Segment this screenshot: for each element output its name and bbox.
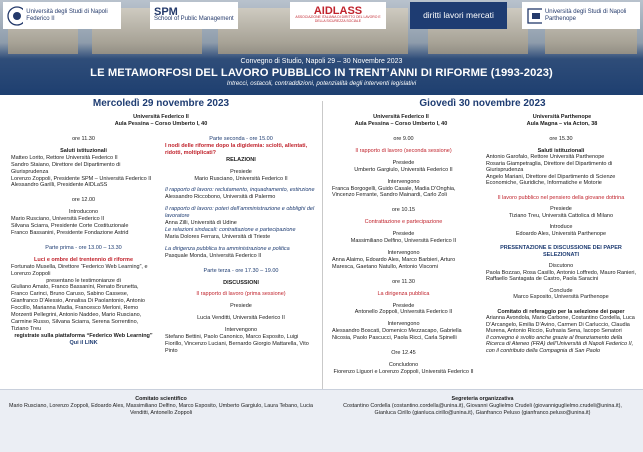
program-line: Fortunato Musella, Direttore “Federico Web Learning”, e Lorenzo Zoppoli <box>11 263 148 277</box>
spacer <box>486 187 636 195</box>
program-line: Antonello Zoppoli, Università Federico II <box>354 309 453 316</box>
program-line: ore 11.30 <box>392 278 415 285</box>
program-line: ore 9.00 <box>393 136 414 142</box>
program-line: La dirigenza pubblica <box>377 290 430 297</box>
secretariat-contacts-2[interactable]: Gianluca Cirillo (gianluca.cirillo@unina.it), Gianfranco Peluso (gianfranco.peluso@unina.it) <box>374 410 591 416</box>
program-line: Il rapporto di lavoro: reclutamento, inquadramento, estinzione <box>165 187 315 194</box>
event-title: LE METAMORFOSI DEL LAVORO PUBBLICO IN TRENT’ANNI DI RIFORME (1993-2023) <box>90 67 553 79</box>
program-line: Anna Zilli, Università di Udine <box>165 220 237 227</box>
logo-strip <box>0 0 643 31</box>
unina-logo-text: Università degli Studi di Napoli Federico II <box>26 8 108 22</box>
program-line: Comitato di referaggio per la selezione dei paper <box>497 308 625 315</box>
program-line: Saluti istituzionali <box>60 147 107 154</box>
program-line: Intervengono <box>387 321 420 328</box>
program-line: Umberto Gargiulo, Università Federico II <box>354 166 453 173</box>
program-line: Il rapporto di lavoro (prima sessione) <box>196 291 286 298</box>
program-line: Alessandro Riccobono, Università di Palermo <box>165 194 276 201</box>
program-line: Edoardo Ales, Università Parthenope <box>515 230 607 237</box>
program-line: Il rapporto di lavoro (seconda sessione) <box>355 147 452 154</box>
program-line: Giuliano Amato, Franco Bassanini, Renato Brunetta, Franco Carinci, Bruno Caruso, Sabino Cassese, Gianfranco D’Alessio, Annalisa Di Paolantonio, Antonio Foccillo, Marianna Madia, Francesco Merloni, Remo Morzenti Pellegrini, Antonio Naddeo, Mario Rusciano, Carmine Russo, Silvana Sciarra, Serena Sorrentino, Tiziano Treu <box>11 284 145 332</box>
program-line: Arianna Avondola, Mario Carbone, Costantino Cordella, Luca D’Arcangelo, Emilia D’Avino, Carmen Di Carluccio, Claudia Murena, Antonio Riccio, Eufrasia Sena, Iacopo Senatori <box>486 315 635 334</box>
program-line: Intervengono <box>387 178 420 185</box>
program-line[interactable]: Qui il LINK <box>69 339 98 346</box>
program-line: Stefano Bettini, Paolo Canonico, Marco Esposito, Luigi Fiorillo, Vincenzo Luciani, Bernardo Giorgio Mattarella, Vito Pinto <box>165 334 309 354</box>
program-line: Concludono <box>388 361 419 368</box>
aidlass-logo-text: ASSOCIAZIONE ITALIANA DI DIRITTO DEL LAVORO E DELLA SICUREZZA SOCIALE <box>295 15 381 23</box>
day2-right-venue <box>484 114 640 128</box>
day1-venue-address: Aula Pessina – Corso Umberto I, 40 <box>114 121 208 127</box>
program-line: Franca Borgogelli, Guido Casale, Madia D’Onghia, Vincenzo Ferrante, Sandro Mainardi, Carlo Zoli <box>332 185 456 199</box>
event-subtitle: Convegno di Studio, Napoli 29 – 30 Novembre 2023 <box>240 58 403 65</box>
spacer <box>332 271 475 279</box>
aidlass-logo-mark: AIDLASS <box>313 5 363 17</box>
program-line: Presiede <box>230 168 252 175</box>
program-line: RELAZIONI <box>226 156 256 163</box>
footer <box>0 389 643 452</box>
program-line: Angelo Mariani, Direttore del Dipartimento di Scienze Economiche, Giuridiche, Informatiche e Motorie <box>486 173 616 186</box>
day2-morning-column <box>332 136 475 376</box>
program-line: presentano le testimonianze di <box>46 277 121 284</box>
program-line: Il lavoro pubblico nel pensiero della giovane dottrina <box>497 194 625 201</box>
program-line: Introducono <box>68 209 99 216</box>
spacer <box>486 301 636 309</box>
program-line: Presiede <box>550 206 572 212</box>
day2-afternoon-column <box>486 136 636 354</box>
aidlass-logo <box>290 2 386 29</box>
program-line: Presiede <box>392 302 415 309</box>
spacer <box>332 342 475 350</box>
day1-venue <box>0 114 322 128</box>
program-line: registrate sulla piattaforma “Federico Web Learning” <box>14 332 153 339</box>
program-line: Matteo Lorito, Rettore Università Federico II <box>11 154 118 161</box>
program-line: Paola Bozzao, Rosa Casillo, Antonio Loffredo, Mauro Ranieri, Raffaello Santagata de Castro, Paola Saracini <box>486 269 637 282</box>
program-line: Tiziano Treu, Università Cattolica di Milano <box>508 212 614 219</box>
unina-logo <box>3 2 121 29</box>
seal-icon <box>7 6 23 26</box>
program-line: Presiede <box>392 231 415 238</box>
program-line: Antonio Garofalo, Rettore Università Parthenope <box>486 154 605 160</box>
program-line: Intervengono <box>224 327 258 334</box>
sci-committee-members: Mario Rusciano, Lorenzo Zoppoli, Edoardo Ales, Massimiliano Delfino, Marco Esposito, Umberto Gargiulo, Laura Tebano, Lucia Venditti, Antonello Zoppoli <box>8 403 314 416</box>
day2-right-venue-address: Aula Magna – via Acton, 38 <box>526 121 598 127</box>
program-line: ore 10.15 <box>391 207 416 214</box>
program-line: Maria Dolores Ferrara, Università di Trieste <box>165 233 271 240</box>
program-line: Mario Rusciano, Università Federico II <box>194 175 288 182</box>
program-line: ore 11.30 <box>72 136 95 142</box>
program-line: Il rapporto di lavoro: poteri dell’amministrazione e obblighi del lavoratore <box>165 206 315 220</box>
program-line: Le relazioni sindacali: contrattazione e partecipazione <box>165 226 296 233</box>
dlm-logo <box>410 2 507 29</box>
program-line: La dirigenza pubblica tra amministrazione e politica <box>165 245 290 252</box>
program-line: Presiede <box>392 159 415 166</box>
program-line: Il convegno è svolto anche grazie al finanziamento della Ricerca di Ateneo (FRA) dell’Università di Napoli Federico II, con il contributo della Compagnia di San Paolo <box>486 334 634 354</box>
day2-right-venue-name: Università Parthenope <box>532 114 592 120</box>
column-divider <box>322 101 323 389</box>
program-line: Intervengono <box>387 249 420 256</box>
program-line: ore 12.00 <box>71 197 96 204</box>
organizing-secretariat <box>322 396 643 417</box>
program-line: Saluti istituzionali <box>537 147 585 154</box>
day2-left-venue-address: Aula Pessina – Corso Umberto I, 40 <box>354 121 448 127</box>
program-line: DISCUSSIONI <box>223 279 259 286</box>
program-line: Parte seconda - ore 15.00 <box>209 136 273 142</box>
spacer <box>11 189 156 197</box>
spm-logo <box>150 2 238 29</box>
day2-left-venue-name: Università Federico II <box>373 114 429 120</box>
day2-heading: Giovedì 30 novembre 2023 <box>419 98 546 109</box>
event-tagline: Intrecci, ostacoli, contraddizioni, potenzialità degli interventi legislativi <box>226 80 417 87</box>
program-line: Introduce <box>549 224 573 230</box>
header-banner <box>0 0 643 95</box>
day1-venue-name: Università Federico II <box>133 114 189 120</box>
parthenope-icon <box>526 6 542 26</box>
day1-morning-column <box>11 136 156 347</box>
spm-logo-text: School of Public Management <box>154 15 234 22</box>
spm-logo-mark: SPM <box>154 5 178 18</box>
program-line: ore 15.30 <box>549 136 573 142</box>
program-line: Contrattazione e partecipazione <box>364 219 443 226</box>
program-line: Massimiliano Delfino, Università Federico II <box>350 238 457 245</box>
program-line: Luci e ombre del trentennio di riforme <box>33 256 133 263</box>
program-line: Lorenzo Zoppoli, Presidente SPM – Università Federico II <box>11 175 152 182</box>
program-line: I nodi delle riforme dopo la digidemia: scioltì, allentati, ridotti, moltiplicati? <box>165 142 308 156</box>
program-line: Presiede <box>230 303 252 310</box>
day1-afternoon-column <box>165 136 317 355</box>
program-line: Fiorenzo Liguori e Lorenzo Zoppoli, Università Federico II <box>333 368 474 375</box>
scientific-committee <box>0 396 322 417</box>
program-line: Rosaria Giampetraglia, Direttore del Dipartimento di Giurisprudenza <box>486 160 613 173</box>
sci-committee-title: Comitato scientifico <box>135 396 187 402</box>
program-line: Pasquale Monda, Università Federico II <box>165 252 262 259</box>
program-line: Lucia Venditti, Università Federico II <box>197 315 285 322</box>
parthenope-logo <box>522 2 640 29</box>
secretariat-title: Segreteria organizzativa <box>451 396 514 402</box>
secretariat-contacts-1[interactable]: Costantino Cordella (costantino.cordella@unina.it), Giovanni Guglielmo Crudeli (giovanniguglielmo.crudeli@unina.it), <box>343 403 622 409</box>
dlm-logo-text: diritti lavori mercati <box>423 10 494 20</box>
program-line: Discutono <box>548 263 574 269</box>
program-line: Sandro Staiano, Direttore del Dipartimento di Giurisprudenza <box>11 161 121 175</box>
spacer <box>486 237 636 245</box>
program-line: Franco Bassanini, Presidente Fondazione Astrid <box>11 229 129 236</box>
program-line: Ore 12.45 <box>391 350 416 357</box>
parthenope-logo-text: Università degli Studi di Napoli Parthenope <box>544 8 627 22</box>
program-line: Marco Esposito, Università Parthenope <box>513 294 609 300</box>
day2-left-venue <box>326 114 476 128</box>
program-line: Anna Alaimo, Edoardo Ales, Marco Barbieri, Arturo Maresca, Gaetano Natullo, Antonio Viscomi <box>332 256 456 270</box>
program-line: Alessandro Garilli, Presidente AIDLaSS <box>11 182 108 189</box>
day1-heading: Mercoledì 29 novembre 2023 <box>92 98 230 109</box>
program-line: Conclude <box>549 287 573 294</box>
spacer <box>165 260 317 268</box>
spacer <box>332 199 475 207</box>
program-line: Alessandro Boscati, Domenico Mezzacapo, Gabriella Nicosia, Paolo Pascucci, Paola Ricci, Carla Spinelli <box>332 328 462 342</box>
program-line: Parte terza - ore 17.30 – 19.00 <box>203 267 279 274</box>
program-line: PRESENTAZIONE E DISCUSSIONE DEI PAPER SELEZIONATI <box>500 245 622 258</box>
spacer <box>11 237 156 245</box>
program-line: Silvana Sciarra, Presidente Corte Costituzionale <box>11 223 129 230</box>
program-line: Parte prima - ore 13.00 – 13.30 <box>45 244 122 251</box>
program-line: Mario Rusciano, Università Federico II <box>11 216 105 223</box>
